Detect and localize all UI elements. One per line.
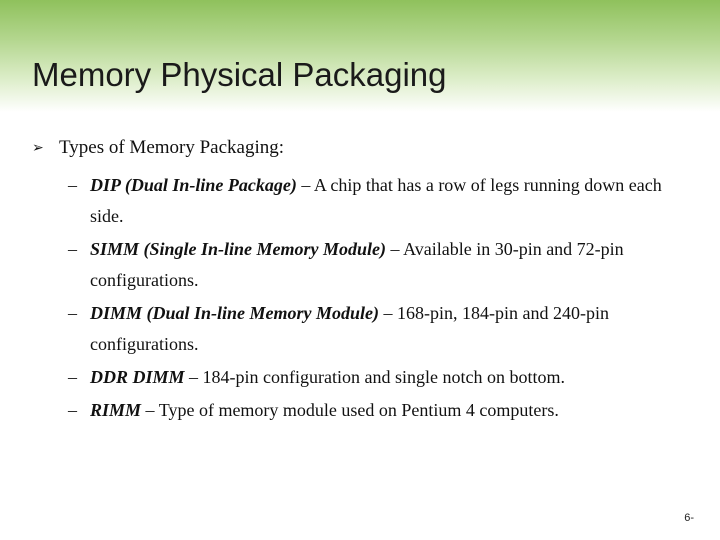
main-bullet-text: Types of Memory Packaging: [59,137,285,158]
slide-content [32,136,682,428]
description-dip: A chip that has a row of legs running down each side. [90,175,662,226]
separator: – [296,175,314,195]
description-rimm: Type of memory module used on Pentium 4 computers. [158,400,559,420]
separator: – [386,239,404,259]
term-dimm: DIMM (Dual In-line Memory Module) [90,303,380,323]
separator: – [184,367,203,387]
packaging-types-list [32,170,682,426]
dash-marker: – [68,175,77,195]
main-bullet [32,136,682,160]
description-ddr-dimm: 184-pin configuration and single notch on bottom. [202,367,565,387]
list-item-dip [32,170,682,232]
term-dip: DIP (Dual In-line Package) [90,175,297,195]
list-item-rimm [32,395,682,426]
separator: – [379,303,398,323]
term-rimm: RIMM [90,400,142,420]
page-number: 6- [684,512,694,524]
term-ddr-dimm: DDR DIMM [90,367,185,387]
dash-marker: – [68,239,77,259]
description-simm: Available in 30-pin and 72-pin configurations. [90,239,624,290]
slide-title: Memory Physical Packaging [32,56,447,93]
list-item-simm [32,234,682,296]
list-item-ddr-dimm [32,362,682,393]
arrow-bullet-icon: ➢ [32,140,44,156]
dash-marker: – [68,303,77,323]
description-dimm: 168-pin, 184-pin and 240-pin configurations. [90,303,610,354]
list-item-dimm [32,298,682,360]
separator: – [141,400,159,420]
dash-marker: – [68,400,77,420]
term-simm: SIMM (Single In-line Memory Module) [90,239,387,259]
dash-marker: – [68,367,77,387]
